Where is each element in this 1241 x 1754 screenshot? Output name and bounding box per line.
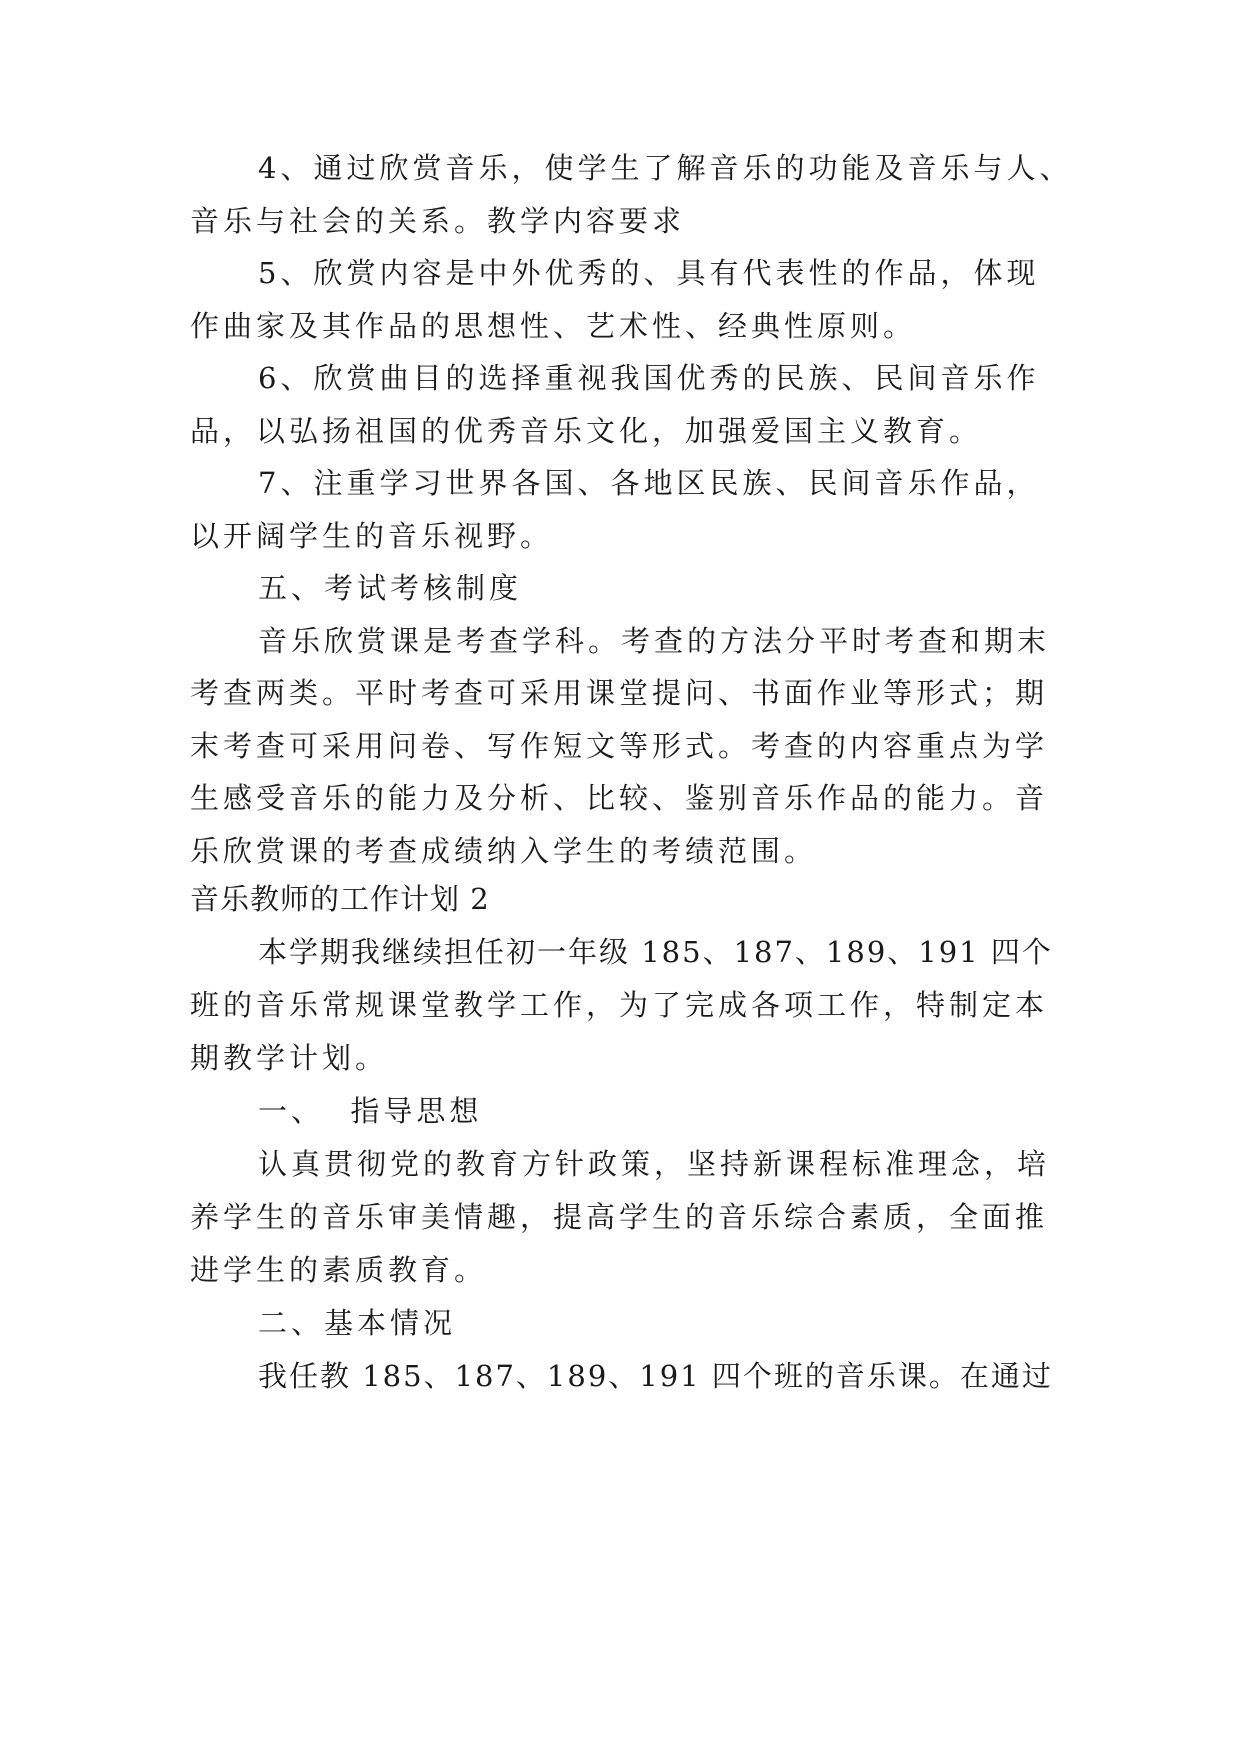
paragraph-line: 4、通过欣赏音乐，使学生了解音乐的功能及音乐与人、 bbox=[258, 151, 1073, 185]
paragraph-line: 养学生的音乐审美情趣，提高学生的音乐综合素质，全面推 bbox=[190, 1200, 1049, 1234]
paragraph-line: 6、欣赏曲目的选择重视我国优秀的民族、民间音乐作 bbox=[258, 361, 1040, 395]
paragraph-line: 品，以弘扬祖国的优秀音乐文化，加强爱国主义教育。 bbox=[190, 414, 983, 448]
paragraph-line: 期教学计划。 bbox=[190, 1041, 389, 1075]
paragraph-line: 5、欣赏内容是中外优秀的、具有代表性的作品，体现 bbox=[258, 256, 1040, 290]
paragraph-line: 末考查可采用问卷、写作短文等形式。考查的内容重点为学 bbox=[190, 729, 1049, 763]
paragraph-line: 音乐欣赏课是考查学科。考查的方法分平时考查和期末 bbox=[258, 624, 1051, 658]
paragraph-line: 我任教 185、187、189、191 四个班的音乐课。在通过 bbox=[258, 1359, 1053, 1393]
section-heading: 一、 指导思想 bbox=[258, 1094, 483, 1128]
paragraph-line: 生感受音乐的能力及分析、比较、鉴别音乐作品的能力。音 bbox=[190, 781, 1049, 815]
paragraph-line: 音乐与社会的关系。教学内容要求 bbox=[190, 204, 686, 238]
paragraph-line: 7、注重学习世界各国、各地区民族、民间音乐作品， bbox=[258, 466, 1040, 500]
paragraph-line: 考查两类。平时考查可采用课堂提问、书面作业等形式；期 bbox=[190, 676, 1049, 710]
paragraph-line: 乐欣赏课的考查成绩纳入学生的考绩范围。 bbox=[190, 834, 818, 868]
paragraph-line: 本学期我继续担任初一年级 185、187、189、191 四个 bbox=[258, 935, 1053, 969]
paragraph-line: 班的音乐常规课堂教学工作，为了完成各项工作，特制定本 bbox=[190, 988, 1049, 1022]
document-title: 音乐教师的工作计划 2 bbox=[190, 882, 490, 916]
paragraph-line: 作曲家及其作品的思想性、艺术性、经典性原则。 bbox=[190, 309, 917, 343]
paragraph-line: 进学生的素质教育。 bbox=[190, 1253, 488, 1287]
paragraph-line: 认真贯彻党的教育方针政策，坚持新课程标准理念，培 bbox=[258, 1147, 1051, 1181]
paragraph-line: 以开阔学生的音乐视野。 bbox=[190, 519, 554, 553]
section-heading: 二、基本情况 bbox=[258, 1306, 457, 1340]
section-heading: 五、考试考核制度 bbox=[258, 571, 523, 605]
